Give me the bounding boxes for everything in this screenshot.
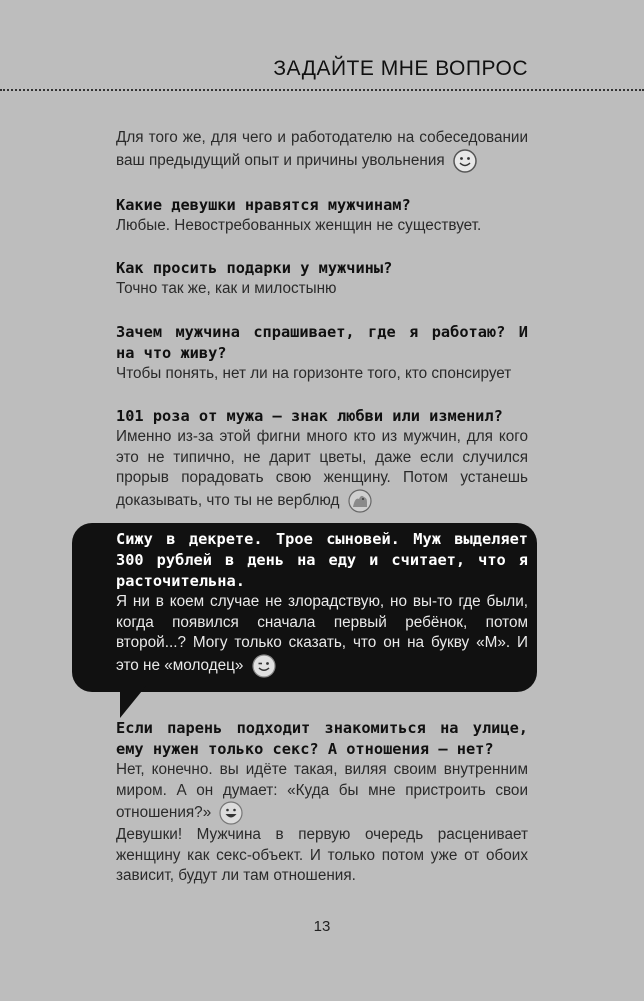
running-title: ЗАДАЙТЕ МНЕ ВОПРОС [273,57,528,80]
grin-icon [219,801,243,825]
wink-icon [252,654,276,678]
highlight-question: Сижу в декрете. Трое сыновей. Муж выделяет 300 рублей в день на еду и считает, что я расточительна. [116,530,528,590]
intro-text: Для того же, для чего и работодателю на собеседовании ваш предыдущий опыт и причины увольнения [116,129,528,169]
answer-continued: Девушки! Мужчина в первую очередь расценивает женщину как секс-объект. И только потом уже от обоих зависит, будут ли там отношения. [116,826,528,884]
answer: Любые. Невостребованных женщин не существует. [116,216,482,234]
qa-item [116,195,528,237]
qa-item [116,322,528,385]
smile-icon [453,149,477,173]
camel-icon [348,489,372,513]
qa-item [116,406,528,513]
question: Зачем мужчина спрашивает, где я работаю? И на что живу? [116,322,528,362]
question: Если парень подходит знакомиться на улице, ему нужен только секс? А отношения – нет? [116,719,528,758]
question: Какие девушки нравятся мужчинам? [116,195,411,214]
page-header [0,0,644,92]
question: Как просить подарки у мужчины? [116,259,393,277]
main-text [116,128,528,535]
answer: Точно так же, как и милостыню [116,280,337,297]
intro-paragraph [116,128,528,173]
question: 101 роза от мужа – знак любви или изменил? [116,407,503,425]
highlight-answer: Я ни в коем случае не злорадствую, но вы-то где были, когда появился сначала первый ребёнок, потом второй...? Могу только сказать, что он на букву «М». И это не «молодец» [116,593,528,674]
highlight-bubble [72,523,537,692]
page-number: 13 [313,918,331,935]
answer: Нет, конечно. вы идёте такая, виляя своим внутренним миром. А он думает: «Куда бы мне пристроить свои отношения?» [116,761,528,822]
header-divider [0,89,644,91]
qa-item [116,718,528,887]
bubble-tail [120,686,146,718]
qa-item [116,258,528,300]
main-text-continued [116,718,528,887]
answer: Именно из-за этой фигни много кто из мужчин, для кого это не типично, не дарит цветы, даже если случился прорыв порадовать свою женщину. Потом устанешь доказывать, что ты не верблюд [116,428,528,509]
answer: Чтобы понять, нет ли на горизонте того, кто спонсирует [116,364,512,382]
